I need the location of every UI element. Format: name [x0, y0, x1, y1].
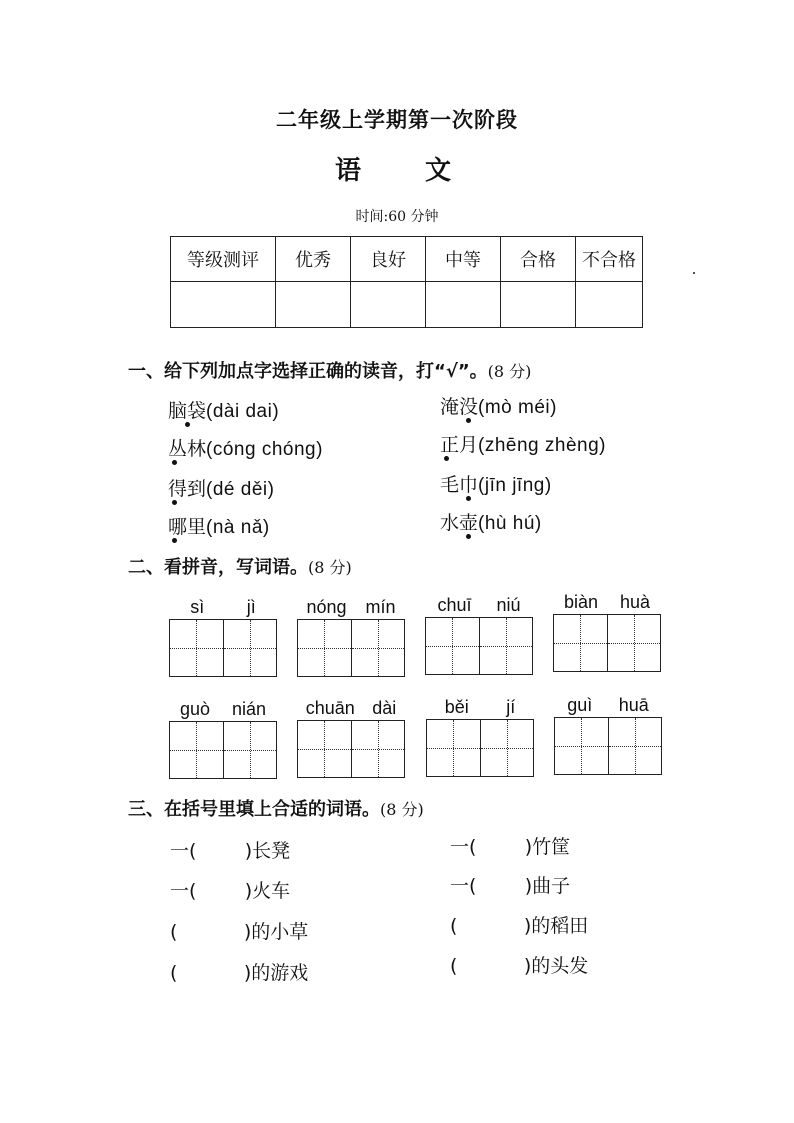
fill-in-item[interactable]: ( )的头发 [450, 955, 589, 977]
section-1-heading [128, 357, 531, 383]
item-pinyin-choices[interactable]: (mò méi) [478, 397, 557, 418]
section-2-title: 二、看拼音，写词语。 [128, 557, 308, 578]
item-word: 得到 [168, 478, 207, 500]
writing-cell[interactable] [224, 620, 277, 676]
writing-cell[interactable] [170, 620, 224, 676]
emphasis-dot [466, 418, 471, 423]
pinyin-syllable: huà [619, 592, 650, 612]
grade-header-cell: 良好 [351, 237, 426, 282]
pinyin-writing-group [297, 597, 405, 677]
writing-cell[interactable] [609, 718, 662, 774]
section-3-title: 三、在括号里填上合适的词语。 [128, 799, 380, 820]
subject-heading [0, 150, 794, 187]
pinyin-label [425, 595, 533, 617]
item-pinyin-choices[interactable]: (nà nǎ) [206, 517, 270, 538]
pronunciation-item [440, 392, 557, 419]
item-pinyin-choices[interactable]: (jīn jīng) [478, 475, 552, 496]
pinyin-writing-group [553, 592, 661, 672]
fill-in-item[interactable]: ( )的游戏 [170, 962, 309, 984]
item-word: 脑袋 [168, 400, 207, 422]
emphasis-dot [444, 456, 449, 461]
fill-in-item[interactable]: ( )的稻田 [450, 915, 589, 937]
grade-header-cell: 不合格 [576, 237, 643, 282]
section-2-heading [128, 553, 352, 579]
worksheet-title: 二年级上学期第一次阶段 [276, 108, 518, 132]
pinyin-writing-group [169, 699, 277, 779]
writing-cell[interactable] [352, 721, 405, 777]
fill-in-item[interactable]: 一( )曲子 [450, 875, 571, 897]
item-word: 淹没 [440, 396, 479, 418]
grade-answer-cell[interactable] [171, 282, 276, 328]
emphasis-dot [466, 496, 471, 501]
pinyin-syllable: nóng [306, 597, 347, 617]
pronunciation-item [168, 512, 270, 539]
tianzige-boxes [169, 619, 277, 677]
pronunciation-item [168, 474, 274, 501]
tianzige-boxes [297, 619, 405, 677]
pinyin-label [553, 592, 661, 614]
item-pinyin-choices[interactable]: (cóng chóng) [206, 439, 323, 460]
grade-table-answer-row [171, 282, 643, 328]
tianzige-boxes [297, 720, 405, 778]
item-word: 水壶 [440, 512, 479, 534]
pinyin-syllable: jí [506, 697, 516, 717]
pinyin-label [554, 695, 662, 717]
writing-cell[interactable] [480, 618, 533, 674]
writing-cell[interactable] [481, 720, 534, 776]
grade-table [170, 236, 643, 328]
item-word: 丛林 [168, 438, 207, 460]
writing-cell[interactable] [554, 615, 608, 671]
pinyin-syllable: niú [496, 595, 521, 615]
pinyin-label [297, 597, 405, 619]
grade-answer-cell[interactable] [426, 282, 501, 328]
pinyin-syllable: dài [372, 698, 397, 718]
writing-cell[interactable] [224, 722, 277, 778]
pinyin-writing-group [425, 595, 533, 675]
subject-char-1: 语 [334, 156, 369, 186]
fill-in-item[interactable]: 一( )火车 [170, 880, 291, 902]
subject-char-2: 文 [425, 156, 460, 186]
grade-header-cell: 等级测评 [171, 237, 276, 282]
pinyin-syllable: mín [365, 597, 396, 617]
tianzige-boxes [425, 617, 533, 675]
section-3-heading [128, 795, 424, 821]
pinyin-syllable: běi [444, 697, 469, 717]
grade-answer-cell[interactable] [576, 282, 643, 328]
grade-answer-cell[interactable] [351, 282, 426, 328]
pinyin-label [297, 698, 405, 720]
grade-answer-cell[interactable] [501, 282, 576, 328]
pinyin-label [426, 697, 534, 719]
pinyin-label [169, 699, 277, 721]
fill-in-item[interactable]: 一( )竹筐 [450, 836, 571, 858]
writing-cell[interactable] [426, 618, 480, 674]
section-3-score: (8 分) [380, 800, 424, 819]
pinyin-syllable: nián [231, 699, 266, 719]
section-1-title: 一、给下列加点字选择正确的读音，打“√”。 [128, 361, 488, 382]
item-pinyin-choices[interactable]: (dài dai) [206, 401, 280, 422]
time-limit: 时间:60 分钟 [355, 209, 439, 225]
pinyin-writing-group [169, 597, 277, 677]
writing-cell[interactable] [427, 720, 481, 776]
grade-answer-cell[interactable] [276, 282, 351, 328]
fill-in-item[interactable]: ( )的小草 [170, 921, 309, 943]
section-2-score: (8 分) [308, 558, 352, 577]
grade-table-header-row [171, 237, 643, 282]
item-pinyin-choices[interactable]: (zhēng zhèng) [478, 435, 606, 456]
emphasis-dot [185, 422, 190, 427]
tianzige-boxes [553, 614, 661, 672]
pronunciation-item [168, 396, 279, 423]
writing-cell[interactable] [170, 722, 224, 778]
section-1-score: (8 分) [487, 362, 532, 381]
grade-header-cell: 中等 [426, 237, 501, 282]
scan-speck [693, 272, 695, 274]
item-pinyin-choices[interactable]: (hù hú) [478, 513, 542, 534]
writing-cell[interactable] [298, 721, 352, 777]
pronunciation-item [440, 470, 552, 497]
pinyin-syllable: jì [246, 597, 256, 617]
pinyin-syllable: chuī [437, 595, 472, 615]
grade-header-cell: 优秀 [276, 237, 351, 282]
pinyin-writing-group [554, 695, 662, 775]
pinyin-writing-group [297, 698, 405, 778]
emphasis-dot [466, 534, 471, 539]
item-word: 毛巾 [440, 474, 479, 496]
item-word: 哪里 [168, 516, 207, 538]
pinyin-writing-group [426, 697, 534, 777]
writing-cell[interactable] [555, 718, 609, 774]
grade-header-cell: 合格 [501, 237, 576, 282]
pinyin-syllable: biàn [563, 592, 598, 612]
pronunciation-item [440, 430, 606, 457]
tianzige-boxes [169, 721, 277, 779]
item-word: 正月 [440, 434, 479, 456]
pinyin-syllable: chuān [305, 698, 355, 718]
pinyin-label [169, 597, 277, 619]
writing-cell[interactable] [352, 620, 405, 676]
writing-cell[interactable] [298, 620, 352, 676]
emphasis-dot [172, 460, 177, 465]
pinyin-syllable: guò [179, 699, 211, 719]
pinyin-syllable: huā [618, 695, 649, 715]
pinyin-syllable: guì [567, 695, 593, 715]
emphasis-dot [172, 538, 177, 543]
tianzige-boxes [426, 719, 534, 777]
emphasis-dot [172, 500, 177, 505]
tianzige-boxes [554, 717, 662, 775]
pronunciation-item [440, 508, 542, 535]
fill-in-item[interactable]: 一( )长凳 [170, 840, 291, 862]
pronunciation-item [168, 434, 323, 461]
writing-cell[interactable] [608, 615, 661, 671]
item-pinyin-choices[interactable]: (dé děi) [206, 479, 275, 500]
pinyin-syllable: sì [190, 597, 205, 617]
